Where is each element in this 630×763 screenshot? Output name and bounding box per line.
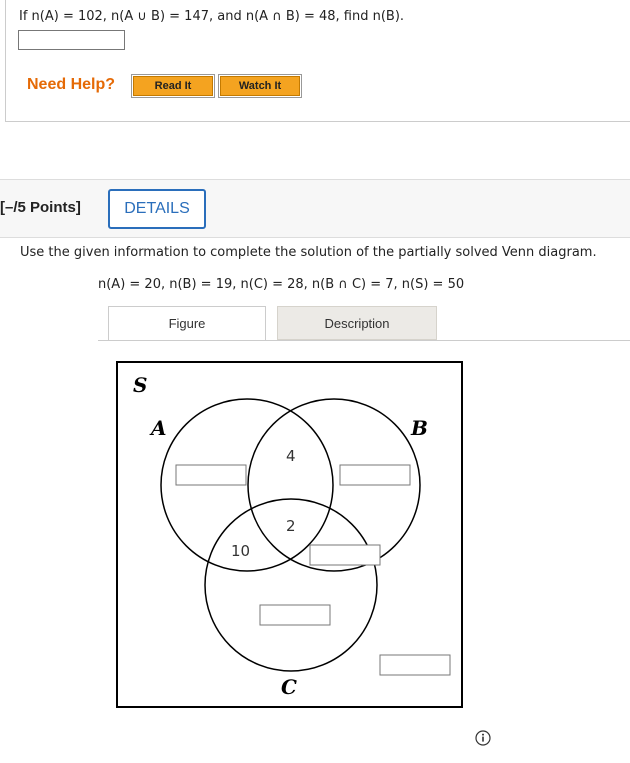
watch-it-button[interactable]: Watch It: [220, 76, 300, 96]
tab-divider: [98, 340, 630, 341]
outside-answer-box[interactable]: [380, 655, 450, 675]
b-only-answer-box[interactable]: [340, 465, 410, 485]
question-2-header: [0, 179, 630, 238]
set-c-label: C: [281, 675, 297, 699]
bc-only-answer-box[interactable]: [310, 545, 380, 565]
set-a-label: A: [151, 416, 167, 440]
set-b-label: B: [411, 416, 428, 440]
region-ab-only-value: 4: [286, 447, 296, 465]
tab-description[interactable]: Description: [277, 306, 437, 340]
instruction-text: Use the given information to complete the solution of the partially solved Venn diagram.: [20, 245, 597, 260]
universe-label: S: [133, 373, 148, 397]
need-help-label: Need Help?: [27, 76, 116, 93]
c-only-answer-box[interactable]: [260, 605, 330, 625]
region-ac-only-value: 10: [231, 542, 251, 560]
tab-figure[interactable]: Figure: [108, 306, 266, 340]
venn-diagram: [116, 361, 464, 709]
read-it-button[interactable]: Read It: [133, 76, 213, 96]
n-b-answer-input[interactable]: [18, 30, 125, 50]
question-1-text: If n(A) = 102, n(A ∪ B) = 147, and n(A ∩ B) = 48, find n(B).: [19, 9, 405, 24]
details-button[interactable]: DETAILS: [108, 189, 206, 229]
a-only-answer-box[interactable]: [176, 465, 246, 485]
region-abc-value: 2: [286, 517, 296, 535]
info-icon[interactable]: [475, 730, 491, 746]
given-values-text: n(A) = 20, n(B) = 19, n(C) = 28, n(B ∩ C) = 7, n(S) = 50: [98, 277, 465, 292]
points-label: [–/5 Points]: [0, 199, 81, 216]
